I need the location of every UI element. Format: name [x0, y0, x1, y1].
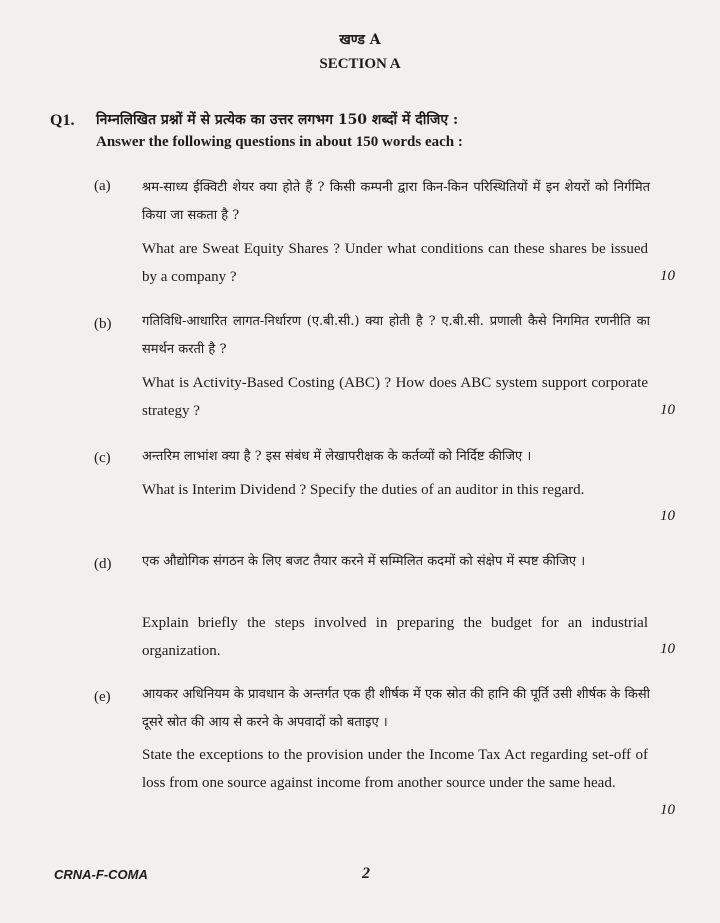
question-instruction-english: Answer the following questions in about 150 words each : [96, 134, 463, 150]
part-label: (d) [94, 556, 112, 572]
part-label: (b) [94, 316, 112, 332]
part-text-english: Explain briefly the steps involved in preparing the budget for an industrial organization. [142, 615, 648, 659]
part-text-hindi: एक औद्योगिक संगठन के लिए बजट तैयार करने में सम्मिलित कदमों को संक्षेप में स्पष्ट कीजिए । [142, 554, 586, 569]
part-marks: 10 [660, 402, 675, 418]
part-marks: 10 [660, 641, 675, 657]
part-text-english: What is Activity-Based Costing (ABC) ? How does ABC system support corporate strategy ? [142, 375, 648, 419]
part-text-hindi: आयकर अधिनियम के प्रावधान के अन्तर्गत एक ही शीर्षक में एक स्रोत की हानि की पूर्ति उसी शीर्षक के किसी दूसरे स्रोत की आय से करने के अपवादों को बताइए । [142, 687, 650, 730]
question-instruction-hindi: निम्नलिखित प्रश्नों में से प्रत्येक का उत्तर लगभग 150 शब्दों में दीजिए : [96, 112, 459, 128]
page-number: 2 [362, 865, 370, 882]
part-marks: 10 [660, 802, 675, 818]
part-text-english: What is Interim Dividend ? Specify the duties of an auditor in this regard. [142, 482, 585, 498]
part-text-hindi: श्रम-साध्य ईक्विटी शेयर क्या होते हैं ? किसी कम्पनी द्वारा किन-किन परिस्थितियों में इन शेयरों को निर्गमित किया जा सकता है ? [142, 180, 650, 223]
question-number: Q1. [50, 112, 75, 129]
part-label: (c) [94, 450, 111, 466]
part-label: (e) [94, 689, 111, 705]
section-title-hindi: खण्ड A [339, 32, 381, 48]
part-marks: 10 [660, 268, 675, 284]
paper-code: CRNA-F-COMA [54, 867, 148, 882]
part-text-hindi: अन्तरिम लाभांश क्या है ? इस संबंध में लेखापरीक्षक के कर्तव्यों को निर्दिष्ट कीजिए । [142, 449, 532, 464]
part-text-hindi: गतिविधि-आधारित लागत-निर्धारण (ए.बी.सी.) क्या होती है ? ए.बी.सी. प्रणाली कैसे निगमित रणनीति का समर्थन करती है ? [142, 314, 650, 357]
section-title-english: SECTION A [319, 56, 401, 72]
part-marks: 10 [660, 508, 675, 524]
part-text-english: State the exceptions to the provision under the Income Tax Act regarding set-off of loss from one source against income from another source under the same head. [142, 747, 648, 791]
part-label: (a) [94, 178, 111, 194]
part-text-english: What are Sweat Equity Shares ? Under what conditions can these shares be issued by a company ? [142, 241, 648, 285]
